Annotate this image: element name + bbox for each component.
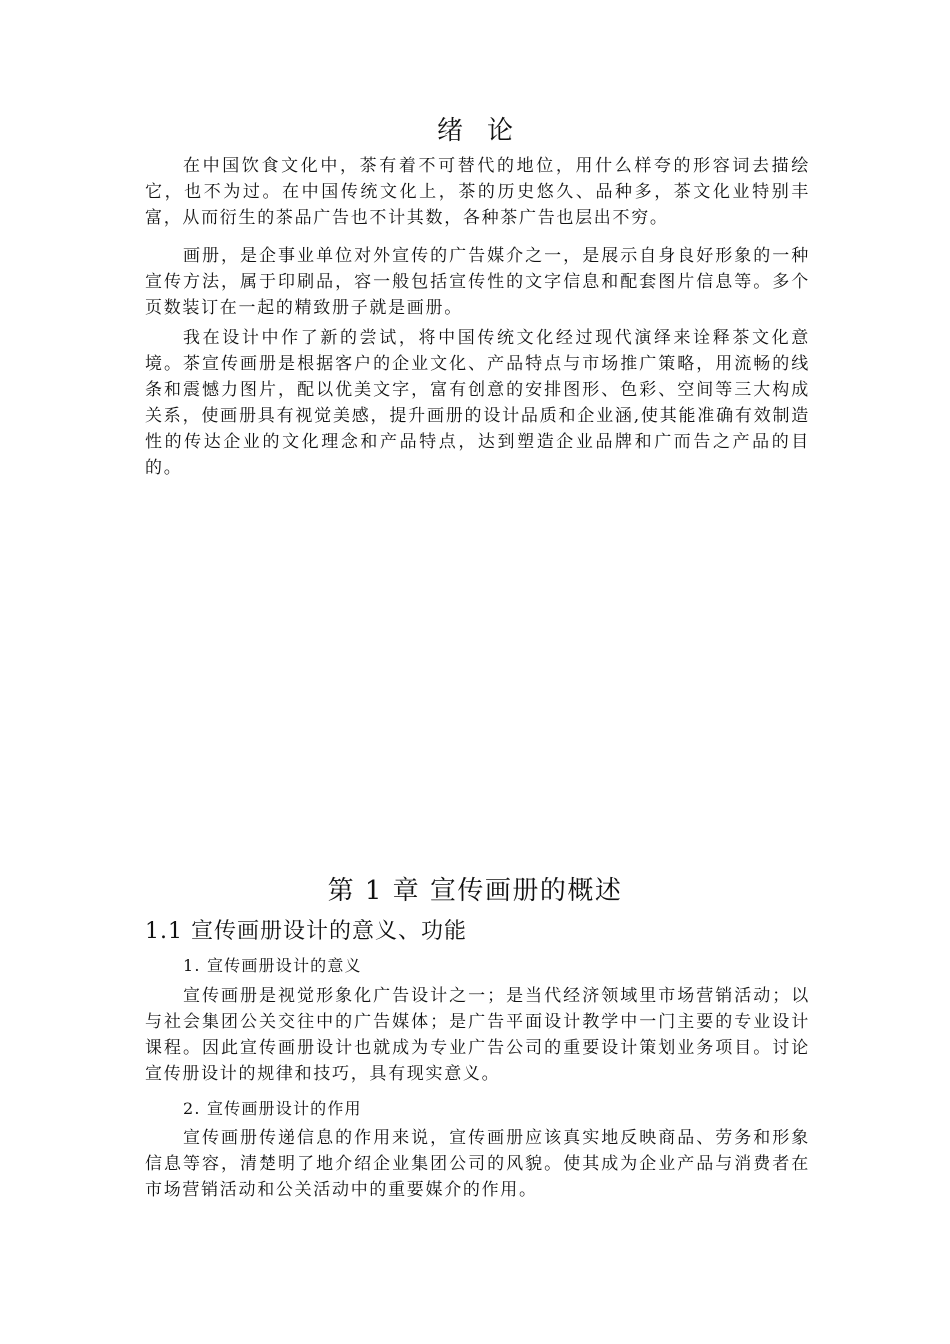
intro-paragraph-3: 我在设计中作了新的尝试，将中国传统文化经过现代演绎来诠释茶文化意境。茶宣传画册是根据客户的企业文化、产品特点与市场推广策略，用流畅的线条和震憾力图片，配以优美文字，富有创意的安排图形、色彩、空间等三大构成关系，使画册具有视觉美感，提升画册的设计品质和企业涵,使其能准确有效制造性的传达企业的文化理念和产品特点，达到塑造企业品牌和广而告之产品的目的。	[145, 328, 810, 478]
subsection-2-paragraph: 宣传画册传递信息的作用来说，宣传画册应该真实地反映商品、劳务和形象信息等容，清楚明了地介绍企业集团公司的风貌。使其成为企业产品与消费者在市场营销活动和公关活动中的重要媒介的作用。	[145, 1128, 810, 1200]
subsection-1-heading: 1. 宣传画册设计的意义	[183, 956, 362, 975]
chapter-1-title: 第 1 章 宣传画册的概述	[327, 876, 623, 906]
subsection-1-paragraph: 宣传画册是视觉形象化广告设计之一；是当代经济领域里市场营销活动；以与社会集团公关交往中的广告媒体；是广告平面设计教学中一门主要的专业设计课程。因此宣传画册设计也就成为专业广告公司的重要设计策划业务项目。讨论宣传册设计的规律和技巧，具有现实意义。	[145, 986, 810, 1084]
intro-title: 绪论	[436, 116, 537, 146]
section-1-1-title: 1.1 宣传画册设计的意义、功能	[145, 919, 467, 944]
intro-paragraph-2: 画册，是企事业单位对外宣传的广告媒介之一，是展示自身良好形象的一种宣传方法，属于印刷品，容一般包括宣传性的文字信息和配套图片信息等。多个页数装订在一起的精致册子就是画册。	[145, 246, 810, 318]
subsection-2-heading: 2. 宣传画册设计的作用	[183, 1099, 362, 1118]
intro-paragraph-1: 在中国饮食文化中，茶有着不可替代的地位，用什么样夸的形容词去描绘它，也不为过。在中国传统文化上，茶的历史悠久、品种多，茶文化业特别丰富，从而衍生的茶品广告也不计其数，各种茶广告也层出不穷。	[145, 156, 810, 228]
